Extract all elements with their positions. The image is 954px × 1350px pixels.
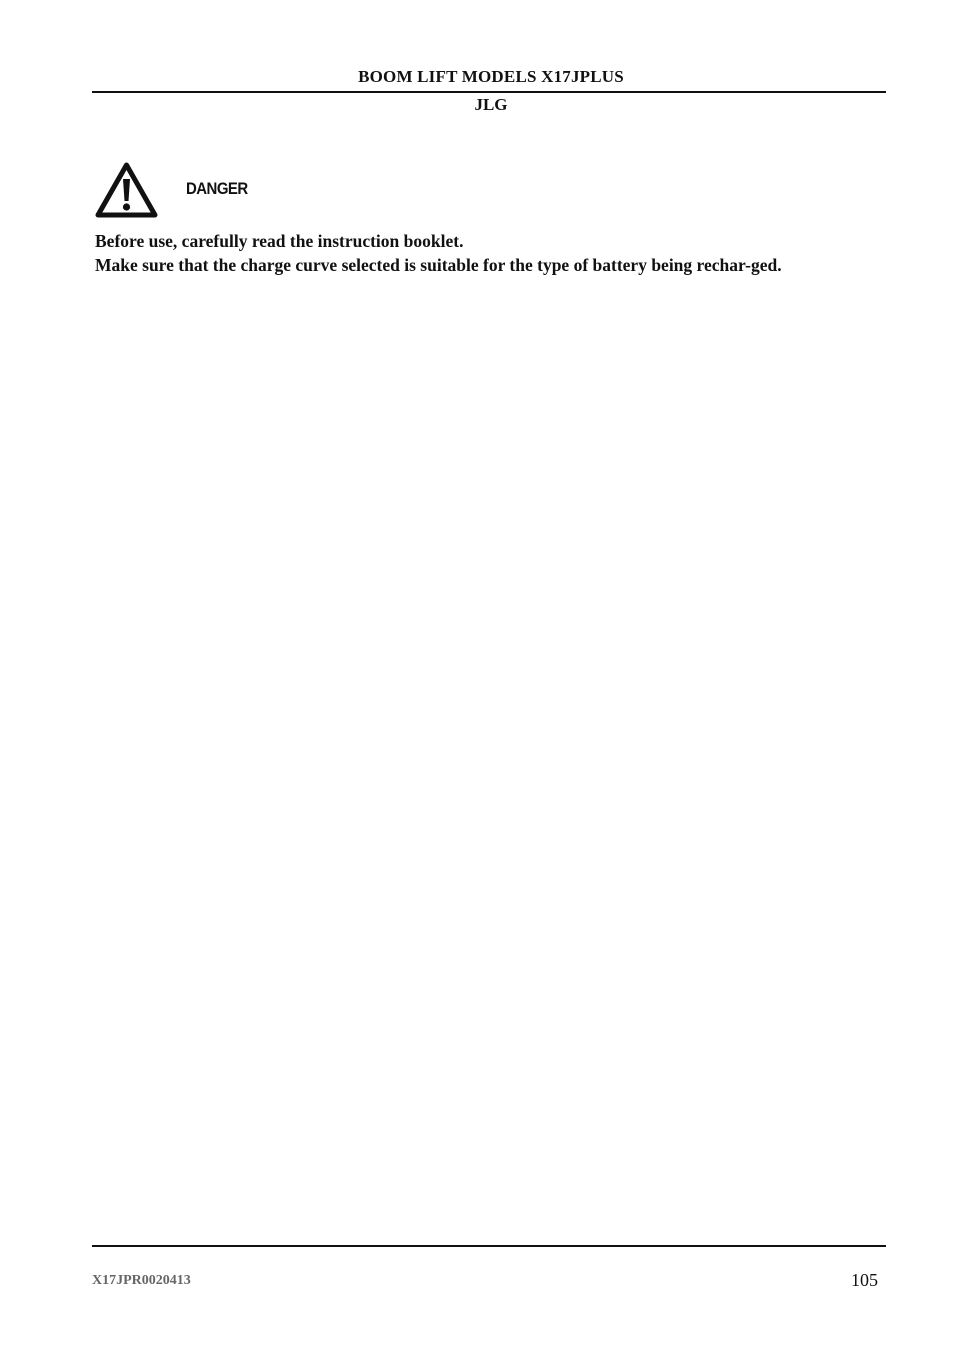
danger-label: DANGER — [186, 179, 248, 198]
page-number: 105 — [851, 1270, 878, 1290]
document-code: X17JPR0020413 — [92, 1273, 191, 1288]
header-divider — [92, 91, 886, 93]
footer-divider — [92, 1245, 886, 1247]
instruction-paragraph: Before use, carefully read the instruction booklet. — [95, 231, 464, 251]
brand-name: JLG — [474, 95, 508, 114]
warning-text — [95, 229, 886, 277]
warning-triangle-icon — [95, 162, 158, 218]
instruction-paragraph: Make sure that the charge curve selected is suitable for the type of battery being rechar-ged. — [95, 255, 782, 275]
document-title: BOOM LIFT MODELS X17JPLUS — [358, 67, 624, 86]
